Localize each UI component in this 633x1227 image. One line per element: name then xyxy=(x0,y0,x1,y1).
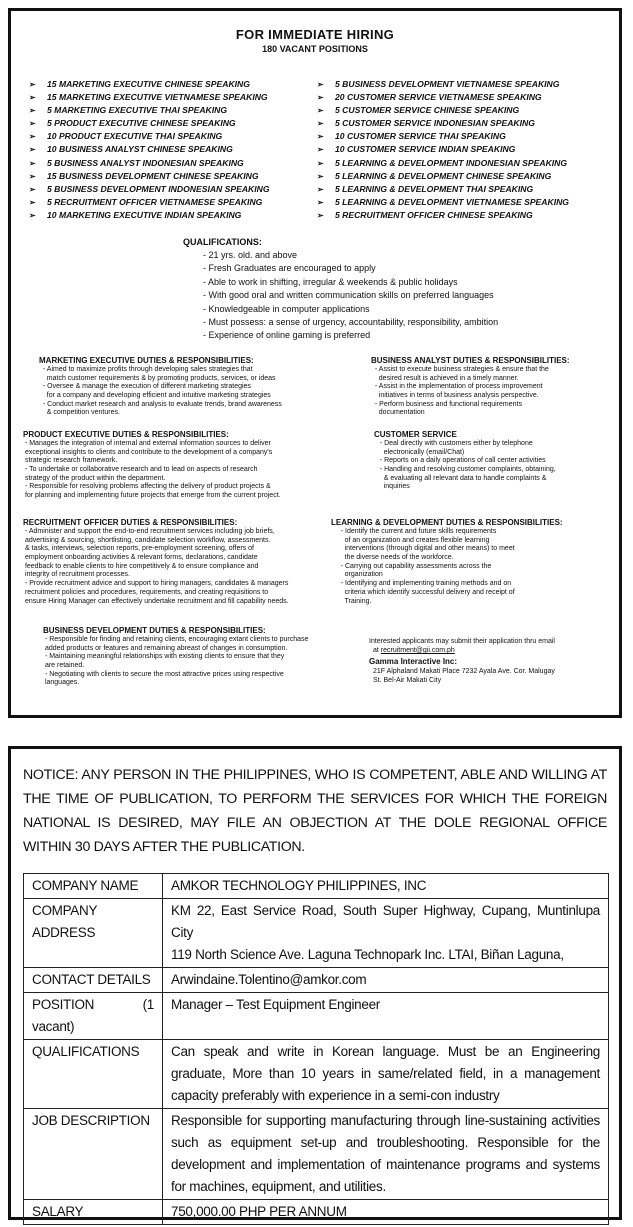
position-item xyxy=(317,143,605,156)
hiring-ad xyxy=(8,8,622,718)
recruitment-duties-body xyxy=(23,528,363,606)
learning-development-duties xyxy=(331,517,621,606)
position-label: 10 CUSTOMER SERVICE THAI SPEAKING xyxy=(335,131,506,142)
learning-development-duties-body xyxy=(331,528,621,606)
company-name: Gamma Interactive Inc: xyxy=(369,657,458,667)
qualification-item: - With good oral and written communication skills on preferred languages xyxy=(203,290,494,301)
position-item xyxy=(317,183,605,196)
duty-line: organization xyxy=(331,571,383,579)
arrow-bullet-icon: ➢ xyxy=(29,132,36,142)
company-address-line2: 119 North Science Ave. Laguna Technopark Inc. LTAI, Biñan Laguna, xyxy=(171,947,564,962)
duty-line: strategic research framework. xyxy=(23,457,118,465)
position-label: 5 CUSTOMER SERVICE INDONESIAN SPEAKING xyxy=(335,118,535,129)
duty-line: - Manages the integration of internal and external information sources to deliver xyxy=(23,439,271,447)
arrow-bullet-icon: ➢ xyxy=(29,158,36,168)
duty-line: - Identify the current and future skills requirements xyxy=(331,527,497,535)
employer-info-table xyxy=(23,873,609,1225)
qualifications-block xyxy=(183,237,605,343)
arrow-bullet-icon: ➢ xyxy=(317,171,324,181)
dole-notice-ad xyxy=(8,746,622,1220)
position-label: 15 MARKETING EXECUTIVE CHINESE SPEAKING xyxy=(47,79,250,89)
apply-email-prefix: at xyxy=(373,647,381,655)
duty-line: the diverse needs of the workforce. xyxy=(331,553,454,561)
customer-service-duties xyxy=(374,429,614,492)
position-item xyxy=(29,183,317,196)
company-address-line1: 21F Alphaland Makati Place 7232 Ayala Ave. Cor. Malugay xyxy=(373,667,555,675)
arrow-bullet-icon: ➢ xyxy=(29,171,36,181)
arrow-bullet-icon: ➢ xyxy=(317,184,324,194)
position-label: 15 BUSINESS DEVELOPMENT CHINESE SPEAKING xyxy=(47,170,259,181)
positions-right-column xyxy=(317,78,605,222)
product-duties-body xyxy=(23,440,353,501)
position-label: 5 LEARNING & DEVELOPMENT VIETNAMESE SPEAKING xyxy=(335,196,569,207)
arrow-bullet-icon: ➢ xyxy=(317,93,324,103)
duty-line: are retained. xyxy=(43,661,85,669)
position-value: Manager – Test Equipment Engineer xyxy=(163,993,609,1040)
position-item xyxy=(317,157,605,170)
duty-line: - Responsible for finding and retaining clients, encouraging extant clients to purchase xyxy=(43,635,309,643)
recruitment-duties xyxy=(23,517,363,606)
qualifications-heading: QUALIFICATIONS: xyxy=(183,237,262,248)
qualifications-label: QUALIFICATIONS xyxy=(24,1040,163,1109)
apply-instruction: Interested applicants may submit their application thru email xyxy=(369,637,555,645)
duty-line: - Administer and support the end-to-end recruitment services including job briefs, xyxy=(23,527,275,535)
position-item xyxy=(317,170,605,183)
job-description-label: JOB DESCRIPTION xyxy=(24,1109,163,1200)
position-label: 5 PRODUCT EXECUTIVE CHINESE SPEAKING xyxy=(47,118,236,129)
duty-line: - Deal directly with customers either by telephone xyxy=(374,439,533,447)
duty-line: integrity of recruitment processes. xyxy=(23,571,130,579)
duty-line: match customer requirements & by promoting products, services, or ideas xyxy=(39,374,276,382)
marketing-duties-heading: MARKETING EXECUTIVE DUTIES & RESPONSIBILITIES: xyxy=(39,355,254,365)
marketing-duties-body xyxy=(39,366,349,418)
table-row xyxy=(24,993,609,1040)
recruitment-duties-heading: RECRUITMENT OFFICER DUTIES & RESPONSIBILITIES: xyxy=(23,517,238,527)
business-development-duties xyxy=(43,625,363,688)
position-label: 5 CUSTOMER SERVICE CHINESE SPEAKING xyxy=(335,105,520,116)
arrow-bullet-icon: ➢ xyxy=(317,132,324,142)
company-address-value xyxy=(163,899,609,968)
arrow-bullet-icon: ➢ xyxy=(317,119,324,129)
duty-line: electronically (email/Chat) xyxy=(374,448,465,456)
position-item xyxy=(29,157,317,170)
position-label: 15 MARKETING EXECUTIVE VIETNAMESE SPEAKING xyxy=(47,92,268,103)
positions-list xyxy=(25,78,605,222)
duty-line: - Conduct market research and analysis to evaluate trends, brand awareness xyxy=(39,400,282,408)
arrow-bullet-icon: ➢ xyxy=(317,197,324,207)
duty-line: - Handling and resolving customer complaints, obtaining, xyxy=(374,465,556,473)
business-development-duties-heading: BUSINESS DEVELOPMENT DUTIES & RESPONSIBILITIES: xyxy=(43,625,266,635)
qualification-item: - Experience of online gaming is preferred xyxy=(203,330,371,341)
position-item xyxy=(29,196,317,209)
apply-email-line xyxy=(369,646,619,656)
customer-service-body xyxy=(374,440,614,492)
duty-line: inquiries xyxy=(374,483,410,491)
business-analyst-duties-heading: BUSINESS ANALYST DUTIES & RESPONSIBILITIES: xyxy=(371,355,570,365)
position-label: 5 BUSINESS ANALYST INDONESIAN SPEAKING xyxy=(47,157,244,168)
apply-email-link[interactable]: recruitment@gii.com.ph xyxy=(380,647,455,655)
duty-line: employment onboarding activities & relevant forms, declarations, candidate xyxy=(23,553,258,561)
business-analyst-duties xyxy=(371,355,611,418)
learning-development-duties-heading: LEARNING & DEVELOPMENT DUTIES & RESPONSIBILITIES: xyxy=(331,517,563,527)
position-item xyxy=(29,143,317,156)
duty-line: interventions (through digital and other means) to meet xyxy=(331,545,515,553)
position-label: 5 LEARNING & DEVELOPMENT THAI SPEAKING xyxy=(335,183,534,194)
duty-line: - Assist in the implementation of process improvement xyxy=(371,383,543,391)
position-label: 5 BUSINESS DEVELOPMENT VIETNAMESE SPEAKING xyxy=(335,79,560,89)
application-info xyxy=(369,637,619,686)
position-label: 5 RECRUITMENT OFFICER CHINESE SPEAKING xyxy=(335,209,533,220)
duty-line: - Aimed to maximize profits through developing sales strategies that xyxy=(39,365,253,373)
arrow-bullet-icon: ➢ xyxy=(29,210,36,220)
qualification-item: - Fresh Graduates are encouraged to apply xyxy=(203,263,376,274)
position-item xyxy=(29,104,317,117)
business-development-duties-body xyxy=(43,636,363,688)
duty-line: initiatives in terms of business analysis perspective. xyxy=(371,391,539,399)
duty-line: & evaluating all relevant data to handle complaints & xyxy=(374,474,547,482)
arrow-bullet-icon: ➢ xyxy=(29,119,36,129)
duty-line: - Negotiating with clients to secure the most attractive prices using respective xyxy=(43,670,284,678)
arrow-bullet-icon: ➢ xyxy=(317,106,324,116)
position-item xyxy=(29,170,317,183)
product-duties-heading: PRODUCT EXECUTIVE DUTIES & RESPONSIBILITIES: xyxy=(23,429,229,439)
table-row xyxy=(24,1200,609,1225)
duty-line: criteria which identify successful delivery and receipt of xyxy=(331,588,515,596)
duty-line: Training. xyxy=(331,597,372,605)
duty-line: - Maintaining meaningful relationships with existing clients to ensure that they xyxy=(43,653,285,661)
qualifications-list xyxy=(183,249,605,343)
duty-line: desired result is achieved in a timely manner. xyxy=(371,374,519,382)
arrow-bullet-icon: ➢ xyxy=(29,80,36,89)
customer-service-heading: CUSTOMER SERVICE xyxy=(374,429,457,439)
arrow-bullet-icon: ➢ xyxy=(317,145,324,155)
duty-line: - Identifying and implementing training methods and on xyxy=(331,580,512,588)
position-label: 10 PRODUCT EXECUTIVE THAI SPEAKING xyxy=(47,131,223,142)
salary-value: 750,000.00 PHP PER ANNUM xyxy=(163,1200,609,1225)
company-name-value: AMKOR TECHNOLOGY PHILIPPINES, INC xyxy=(163,874,609,899)
ad-title: FOR IMMEDIATE HIRING xyxy=(235,27,395,42)
position-item xyxy=(317,209,605,222)
duty-line: of an organization and creates flexible learning xyxy=(331,536,490,544)
position-label: 5 BUSINESS DEVELOPMENT INDONESIAN SPEAKING xyxy=(47,183,270,194)
table-row xyxy=(24,968,609,993)
position-item xyxy=(317,130,605,143)
qualification-item: - Able to work in shifting, irregular & weekends & public holidays xyxy=(203,276,458,287)
position-label: POSITION (1 vacant) xyxy=(24,993,163,1040)
company-address-label: COMPANY ADDRESS xyxy=(24,899,163,968)
position-label: 5 RECRUITMENT OFFICER VIETNAMESE SPEAKING xyxy=(47,196,263,207)
position-label: 5 MARKETING EXECUTIVE THAI SPEAKING xyxy=(47,105,228,116)
table-row xyxy=(24,899,609,968)
duty-line: feedback to enable clients to hire competitively & to ensure compliance and xyxy=(23,562,259,570)
company-address-line2: St. Bel-Air Makati City xyxy=(373,677,442,685)
duty-line: added products or features and remaining abreast of changes in consumption. xyxy=(43,644,288,652)
duty-line: ensure Hiring Manager can effectively undertake recruitment and fill capability needs. xyxy=(23,597,289,605)
arrow-bullet-icon: ➢ xyxy=(317,80,324,89)
position-item xyxy=(317,117,605,130)
notice-text: NOTICE: ANY PERSON IN THE PHILIPPINES, WHO IS COMPETENT, ABLE AND WILLING AT THE TIME OF PUBLICATION, TO PERFORM THE SERVICES FOR WHICH THE FOREIGN NATIONAL IS DESIRED, MAY FILE AN OBJECTION AT THE DOLE REGIONAL OFFICE WITHIN 30 DAYS AFTER THE PUBLICATION. xyxy=(23,767,607,855)
position-item xyxy=(317,91,605,104)
position-label: 10 BUSINESS ANALYST CHINESE SPEAKING xyxy=(47,144,233,155)
positions-left-column xyxy=(29,78,317,222)
position-item xyxy=(29,130,317,143)
position-label: 20 CUSTOMER SERVICE VIETNAMESE SPEAKING xyxy=(335,92,542,103)
company-address-line1: KM 22, East Service Road, South Super Highway, Cupang, Muntinlupa City xyxy=(171,903,600,940)
duty-line: - Reports on a daily operations of call center activities xyxy=(374,457,546,465)
duty-line: for planning and implementing future projects that emerge from the current project. xyxy=(23,492,281,500)
arrow-bullet-icon: ➢ xyxy=(317,158,324,168)
ad-subtitle: 180 VACANT POSITIONS xyxy=(262,44,368,54)
table-row xyxy=(24,874,609,899)
duty-line: for a company and developing efficient and intuitive marketing strategies xyxy=(39,391,271,399)
position-item xyxy=(317,104,605,117)
arrow-bullet-icon: ➢ xyxy=(29,197,36,207)
position-item xyxy=(317,196,605,209)
contact-details-label: CONTACT DETAILS xyxy=(24,968,163,993)
qualification-item: - Knowledgeable in computer applications xyxy=(203,303,370,314)
position-item xyxy=(317,78,605,91)
duty-line: exceptional insights to clients and contribute to the development of a company's xyxy=(23,448,273,456)
arrow-bullet-icon: ➢ xyxy=(29,145,36,155)
duty-line: - Perform business and functional requirements xyxy=(371,400,522,408)
duty-line: - Responsible for resolving problems affecting the delivery of product projects & xyxy=(23,483,271,491)
position-item xyxy=(29,91,317,104)
duty-line: - Provide recruitment advice and support to hiring managers, candidates & managers xyxy=(23,580,289,588)
duty-line: documentation xyxy=(371,409,425,417)
job-description-value: Responsible for supporting manufacturing through line-sustaining activities such as equipment set-up and troubleshooting. Responsible for the development and implementation of maintenance programs and systems for machines, equipment, and utilities. xyxy=(163,1109,609,1200)
qualification-item: - 21 yrs. old. and above xyxy=(203,250,298,261)
table-row xyxy=(24,1109,609,1200)
duty-line: advertising & sourcing, shortlisting, candidate selection workflow, assessments. xyxy=(23,536,271,544)
duty-line: - Assist to execute business strategies & ensure that the xyxy=(371,365,549,373)
marketing-duties xyxy=(39,355,349,418)
position-label: 5 LEARNING & DEVELOPMENT CHINESE SPEAKING xyxy=(335,170,552,181)
duty-line: languages. xyxy=(43,679,80,687)
duty-line: strategy of the product within the department. xyxy=(23,474,166,482)
duty-line: & tasks, interviews, selection reports, pre-employment screening, offers of xyxy=(23,545,254,553)
qualifications-value: Can speak and write in Korean language. Must be an Engineering graduate, More than 10 years in same/related field, in a management capacity preferably with experience in a semi-con industry xyxy=(163,1040,609,1109)
duty-line: - Carrying out capability assessments across the xyxy=(331,562,492,570)
position-item xyxy=(29,209,317,222)
salary-label: SALARY xyxy=(24,1200,163,1225)
arrow-bullet-icon: ➢ xyxy=(29,184,36,194)
company-name-label: COMPANY NAME xyxy=(24,874,163,899)
position-item xyxy=(29,117,317,130)
arrow-bullet-icon: ➢ xyxy=(317,210,324,220)
duty-line: recruitment policies and procedures, requirements, and creating requisitions to xyxy=(23,588,269,596)
position-label: 5 LEARNING & DEVELOPMENT INDONESIAN SPEAKING xyxy=(335,157,568,168)
duty-line: & competition ventures. xyxy=(39,409,120,417)
business-analyst-duties-body xyxy=(371,366,611,418)
arrow-bullet-icon: ➢ xyxy=(29,93,36,103)
position-item xyxy=(29,78,317,91)
duty-line: - To undertake or collaborative research and to lead on aspects of research xyxy=(23,465,258,473)
position-label: 10 CUSTOMER SERVICE INDIAN SPEAKING xyxy=(335,144,516,155)
arrow-bullet-icon: ➢ xyxy=(29,106,36,116)
table-row xyxy=(24,1040,609,1109)
product-duties xyxy=(23,429,353,501)
duty-line: - Oversee & manage the execution of different marketing strategies xyxy=(39,383,251,391)
contact-details-value[interactable]: Arwindaine.Tolentino@amkor.com xyxy=(163,968,609,993)
position-label: 10 MARKETING EXECUTIVE INDIAN SPEAKING xyxy=(47,209,242,220)
qualification-item: - Must possess: a sense of urgency, accountability, responsibility, ambition xyxy=(203,317,499,328)
